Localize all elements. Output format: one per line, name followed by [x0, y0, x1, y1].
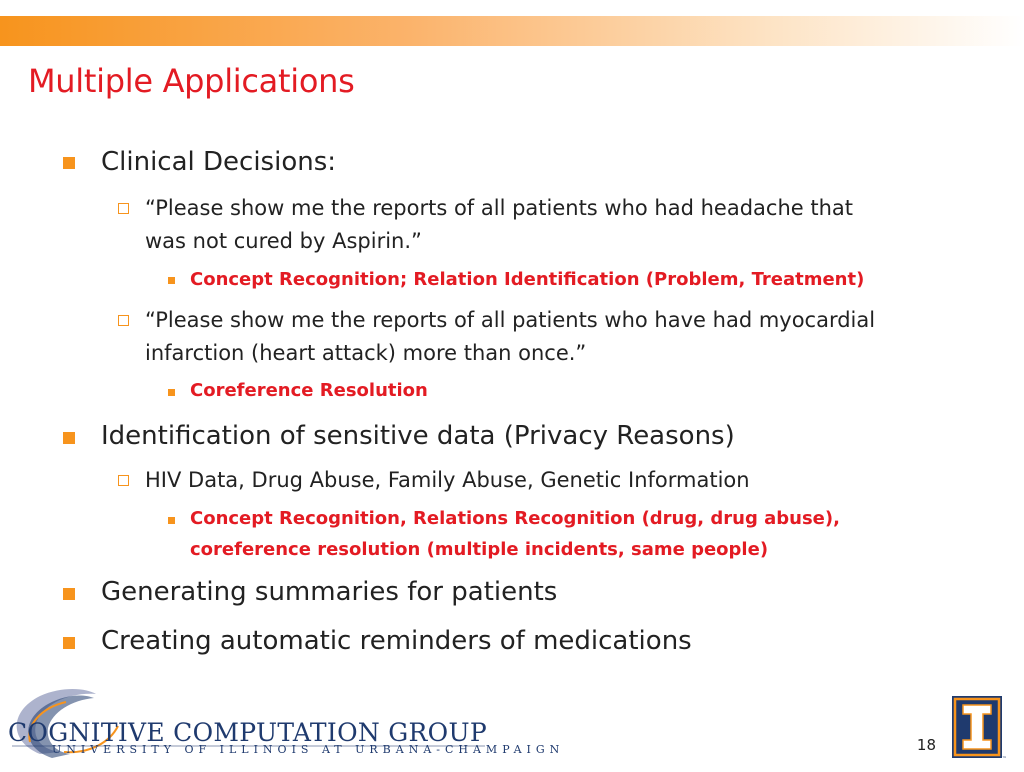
- bullet-myocardial-query-line2: infarction (heart attack) more than once.”: [145, 341, 587, 365]
- orange-square-icon: [63, 637, 75, 649]
- hollow-square-icon: [118, 475, 129, 486]
- hollow-square-icon: [118, 315, 129, 326]
- bullet-myocardial-query-line1: “Please show me the reports of all patients who have had myocardial: [145, 308, 876, 332]
- hollow-square-icon: [118, 203, 129, 214]
- bullet-concept-recognition-2-line2: coreference resolution (multiple incidents, same people): [190, 539, 769, 560]
- bullet-concept-recognition-1: Concept Recognition; Relation Identification (Problem, Treatment): [190, 269, 865, 290]
- page-number: 18: [916, 736, 936, 754]
- bullet-concept-recognition-2-line1: Concept Recognition, Relations Recognition (drug, drug abuse),: [190, 508, 840, 529]
- bullet-headache-query-line1: “Please show me the reports of all patients who had headache that: [145, 196, 854, 220]
- svg-text:™: ™: [1002, 756, 1007, 762]
- bullet-generating-summaries: Generating summaries for patients: [101, 577, 558, 607]
- small-orange-square-icon: [168, 277, 175, 284]
- bullet-sensitive-data: Identification of sensitive data (Privacy Reasons): [101, 421, 735, 451]
- slide-title: Multiple Applications: [28, 62, 355, 100]
- illinois-i-logo-icon: [952, 696, 1008, 762]
- bullet-hiv-data: HIV Data, Drug Abuse, Family Abuse, Genetic Information: [145, 468, 750, 492]
- university-name: UNIVERSITY OF ILLINOIS AT URBANA-CHAMPAIGN: [52, 743, 565, 756]
- orange-square-icon: [63, 432, 75, 444]
- header-gradient-bar: [0, 16, 1024, 46]
- orange-square-icon: [63, 588, 75, 600]
- cognitive-computation-group-logo: [0, 682, 565, 768]
- group-name: COGNITIVE COMPUTATION GROUP: [8, 718, 487, 747]
- bullet-automatic-reminders: Creating automatic reminders of medications: [101, 626, 692, 656]
- bullet-clinical-decisions: Clinical Decisions:: [101, 147, 337, 177]
- bullet-headache-query-line2: was not cured by Aspirin.”: [145, 229, 422, 253]
- bullet-coreference-resolution: Coreference Resolution: [190, 380, 428, 401]
- orange-square-icon: [63, 157, 75, 169]
- small-orange-square-icon: [168, 517, 175, 524]
- small-orange-square-icon: [168, 389, 175, 396]
